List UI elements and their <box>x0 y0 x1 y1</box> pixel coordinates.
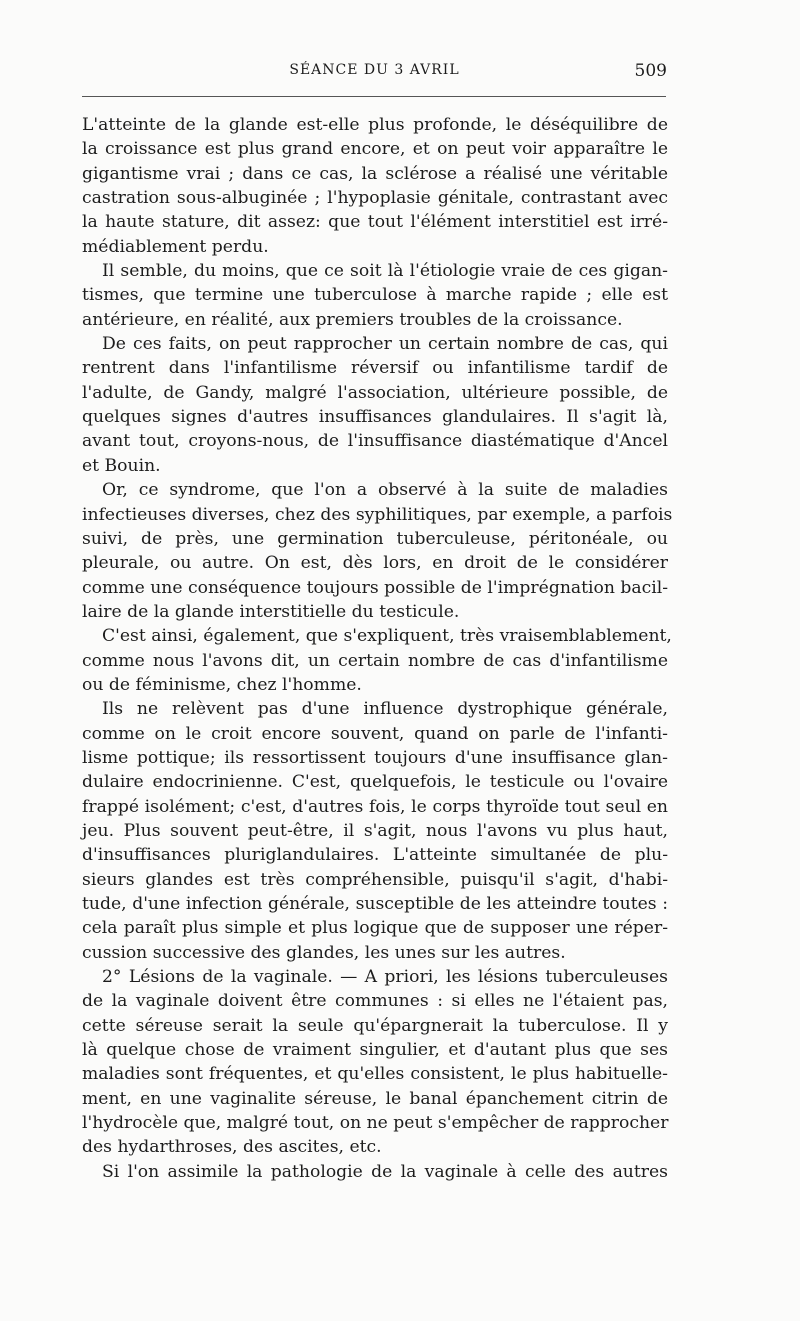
text-line: dulaire endocrinienne. C'est, quelquefois, le testicule ou l'ovaire <box>82 772 668 793</box>
text-line: comme une conséquence toujours possible de l'imprégnation bacil- <box>82 577 669 598</box>
text-line: cela paraît plus simple et plus logique que de supposer une réper- <box>82 918 668 939</box>
text-line: comme nous l'avons dit, un certain nombre de cas d'infantilisme <box>82 650 668 671</box>
text-line: castration sous-albuginée ; l'hypoplasie génitale, contrastant avec <box>82 188 668 209</box>
text-line: ou de féminisme, chez l'homme. <box>82 674 362 695</box>
text-line: comme on le croit encore souvent, quand on parle de l'infanti- <box>82 723 668 744</box>
text-line: frappé isolément; c'est, d'autres fois, le corps thyroïde tout seul en <box>82 796 668 817</box>
text-line: cussion successive des glandes, les unes sur les autres. <box>82 942 566 963</box>
text-line: quelques signes d'autres insuffisances glandulaires. Il s'agit là, <box>82 407 668 428</box>
text-line: la croissance est plus grand encore, et on peut voir apparaître le <box>82 139 668 160</box>
text-line: laire de la glande interstitielle du testicule. <box>82 601 460 622</box>
text-line: de la vaginale doivent être communes : si elles ne l'étaient pas, <box>82 991 668 1012</box>
text-line: Si l'on assimile la pathologie de la vaginale à celle des autres <box>102 1161 668 1182</box>
text-line: avant tout, croyons-nous, de l'insuffisance diastématique d'Ancel <box>82 431 668 452</box>
text-line: tismes, que termine une tuberculose à marche rapide ; elle est <box>82 285 668 306</box>
text-line: C'est ainsi, également, que s'expliquent, très vraisemblablement, <box>102 626 672 647</box>
text-line: et Bouin. <box>82 455 161 476</box>
text-line: tude, d'une infection générale, susceptible de les atteindre toutes : <box>82 894 668 914</box>
text-line: suivi, de près, une germination tuberculeuse, péritonéale, ou <box>82 528 668 549</box>
page-number: 509 <box>634 61 667 81</box>
running-header <box>82 62 667 84</box>
text-line: maladies sont fréquentes, et qu'elles consistent, le plus habituelle- <box>82 1064 668 1085</box>
text-line: gigantisme vrai ; dans ce cas, la sclérose a réalisé une véritable <box>82 163 668 184</box>
text-line: sieurs glandes est très compréhensible, puisqu'il s'agit, d'habi- <box>82 869 668 890</box>
text-line: médiablement perdu. <box>82 236 269 257</box>
text-line: jeu. Plus souvent peut-être, il s'agit, nous l'avons vu plus haut, <box>82 820 668 841</box>
text-line: antérieure, en réalité, aux premiers troubles de la croissance. <box>82 309 623 330</box>
text-line: l'hydrocèle que, malgré tout, on ne peut s'empêcher de rapprocher <box>82 1113 669 1134</box>
text-line: Il semble, du moins, que ce soit là l'étiologie vraie de ces gigan- <box>102 261 668 282</box>
text-line: rentrent dans l'infantilisme réversif ou infantilisme tardif de <box>82 358 668 379</box>
text-line: là quelque chose de vraiment singulier, et d'autant plus que ses <box>82 1040 668 1061</box>
text-line: l'adulte, de Gandy, malgré l'association, ultérieure possible, de <box>82 382 668 403</box>
text-line: Ils ne relèvent pas d'une influence dystrophique générale, <box>102 699 668 720</box>
text-line: infectieuses diverses, chez des syphilitiques, par exemple, a parfois <box>82 504 673 525</box>
text-line: ment, en une vaginalite séreuse, le banal épanchement citrin de <box>82 1088 668 1109</box>
text-line: L'atteinte de la glande est-elle plus profonde, le déséquilibre de <box>82 115 668 135</box>
text-line: d'insuffisances pluriglandulaires. L'atteinte simultanée de plu- <box>82 845 668 866</box>
text-line: pleurale, ou autre. On est, dès lors, en droit de le considérer <box>82 553 668 574</box>
header-title: SÉANCE DU 3 AVRIL <box>289 62 460 78</box>
text-line: des hydarthroses, des ascites, etc. <box>82 1137 382 1158</box>
text-line: la haute stature, dit assez: que tout l'élément interstitiel est irré- <box>82 212 668 233</box>
text-line: De ces faits, on peut rapprocher un certain nombre de cas, qui <box>102 334 668 355</box>
text-line: lisme pottique; ils ressortissent toujours d'une insuffisance glan- <box>82 747 668 768</box>
text-line: Or, ce syndrome, que l'on a observé à la suite de maladies <box>102 480 668 501</box>
body-text <box>82 113 673 1184</box>
text-line: 2° Lésions de la vaginale. — A priori, les lésions tuberculeuses <box>102 967 668 988</box>
header-rule <box>82 96 666 97</box>
text-line: cette séreuse serait la seule qu'épargnerait la tuberculose. Il y <box>82 1015 668 1036</box>
